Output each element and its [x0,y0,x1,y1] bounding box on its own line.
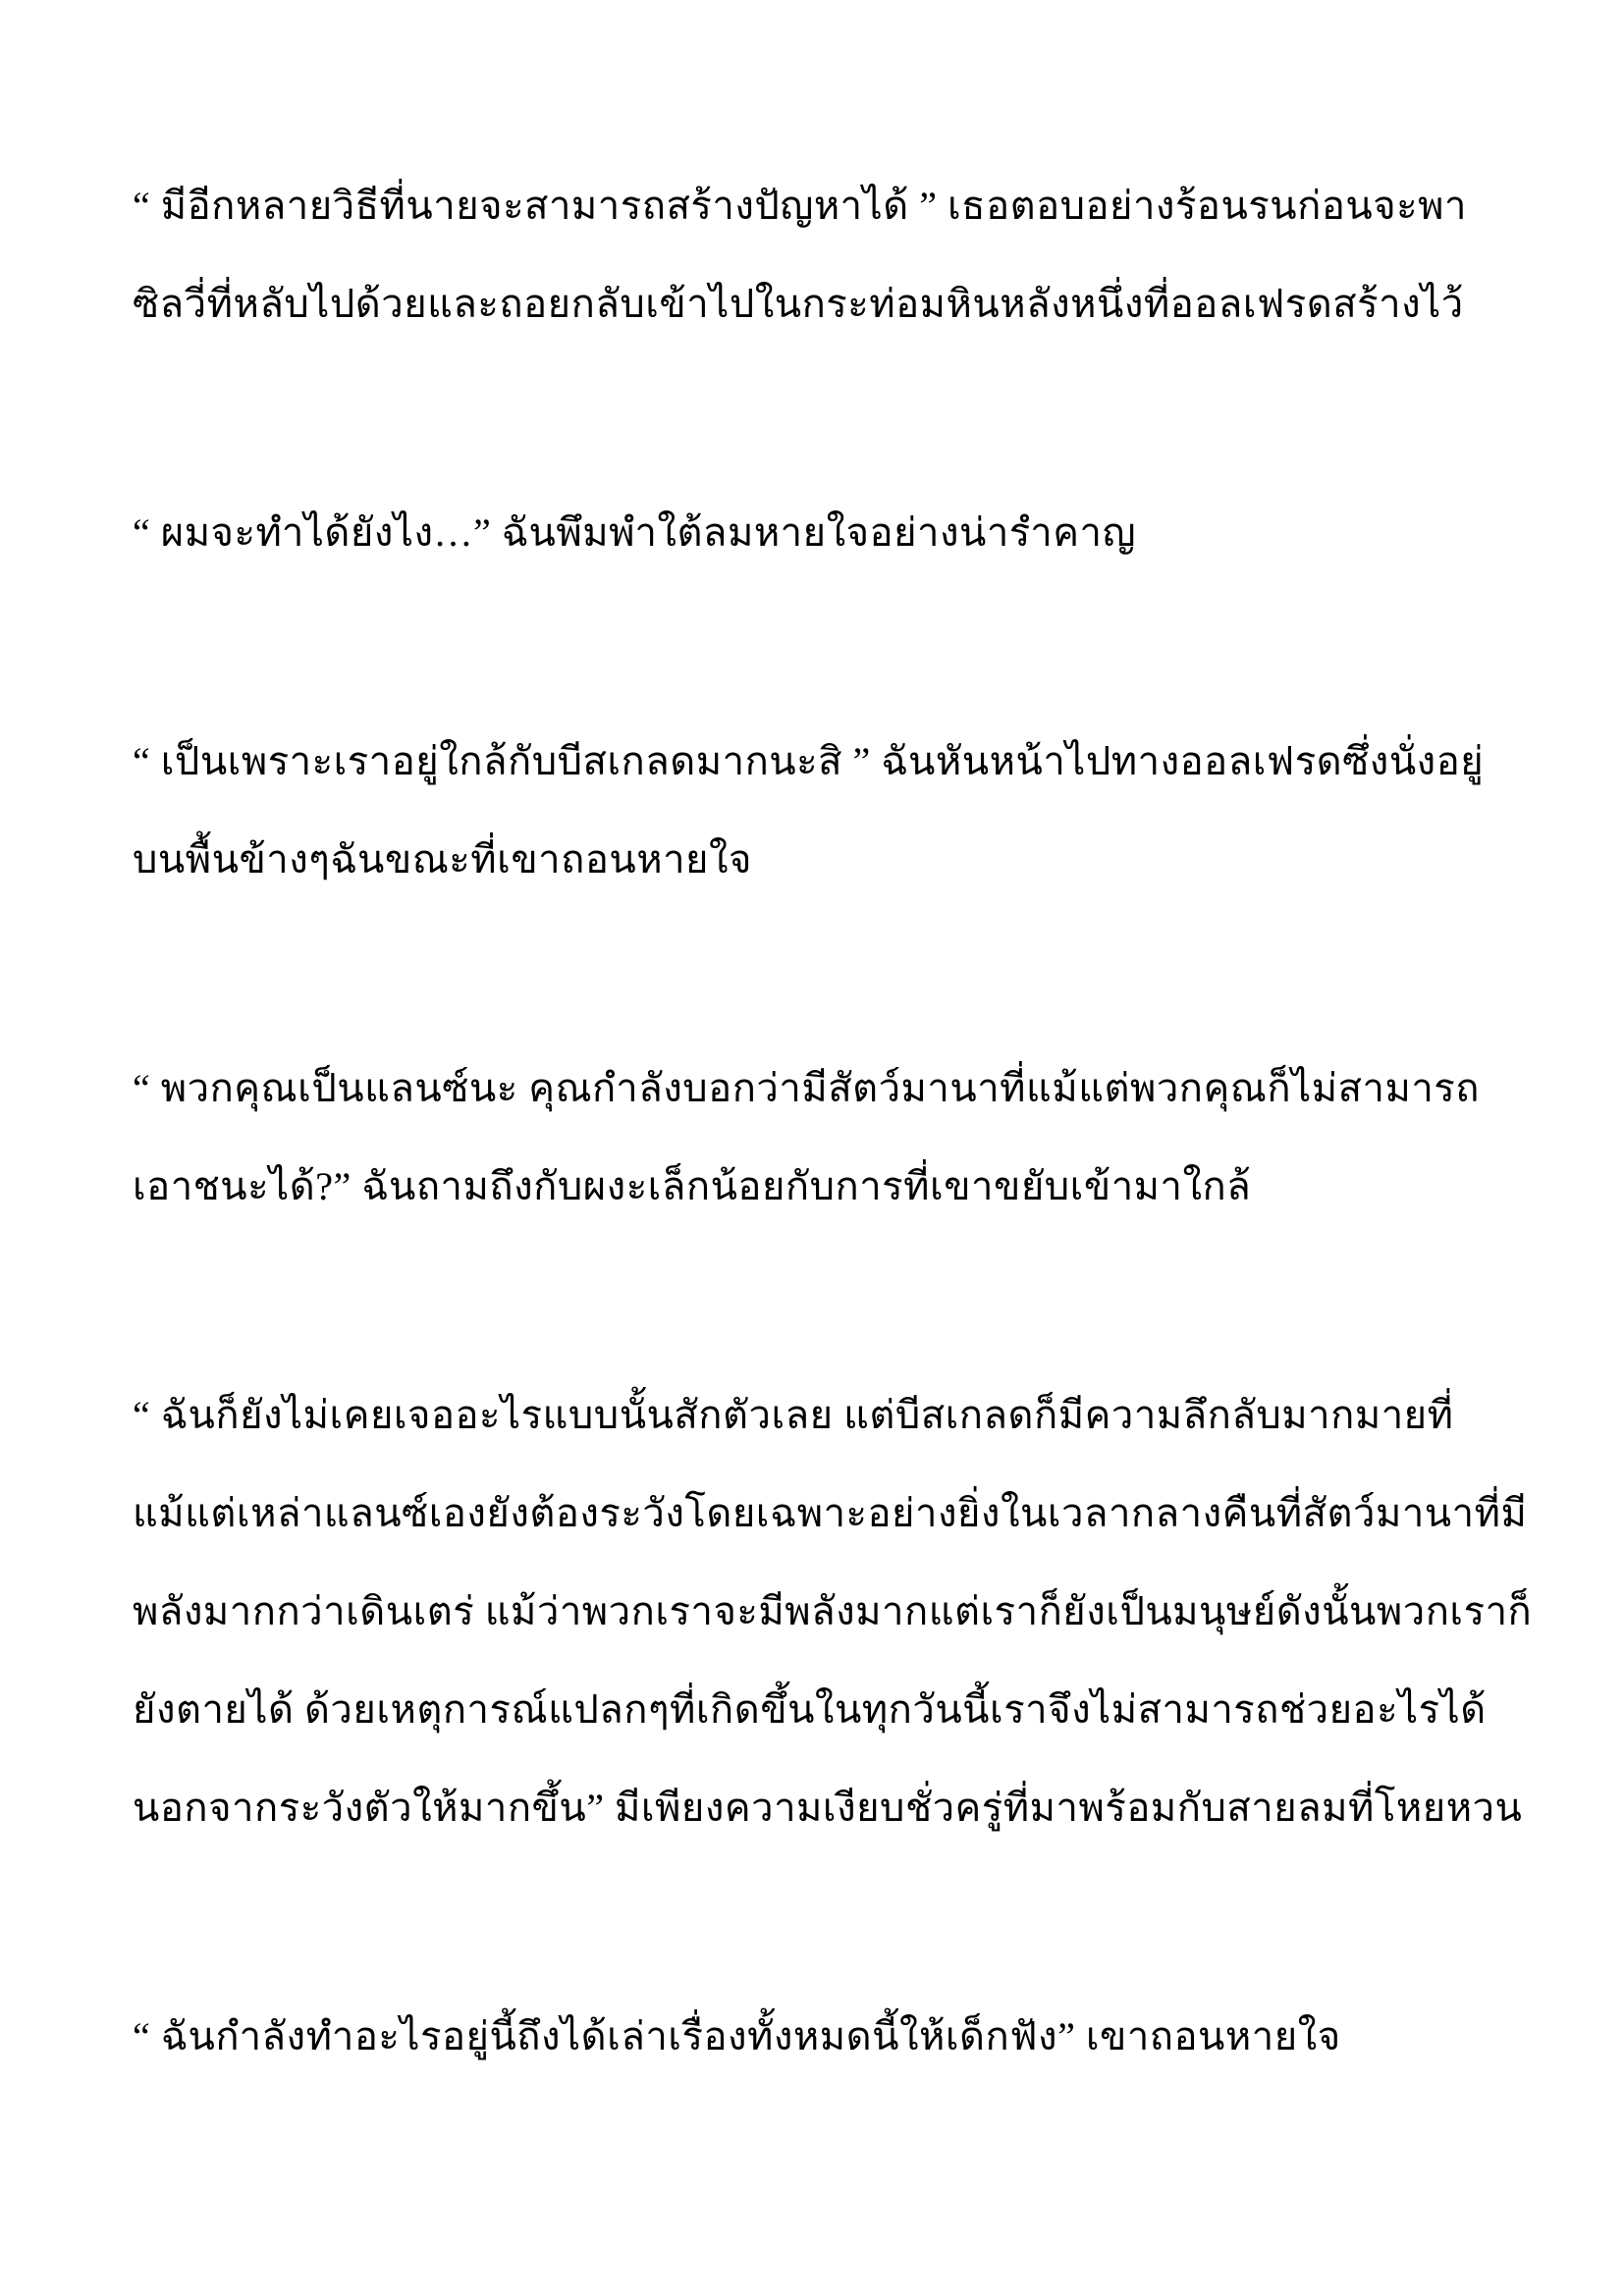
text-line: “ ฉันก็ยังไม่เคยเจออะไรแบบนั้นสักตัวเลย แต่บีสเกลดก็มีความลึกลับมากมายที่ [133,1393,1454,1437]
paragraph-1 [133,157,1506,353]
text-line: แม้แต่เหล่าแลนซ์เองยังต้องระวังโดยเฉพาะอย่างยิ่งในเวลากลางคืนที่สัตว์มานาที่มี [133,1491,1528,1535]
text-line: ยังตายได้ ด้วยเหตุการณ์แปลกๆที่เกิดขึ้นในทุกวันนี้เราจึงไม่สามารถช่วยอะไรได้ [133,1687,1487,1732]
text-line: นอกจากระวังตัวให้มากขึ้น” มีเพียงความเงียบชั่วครู่ที่มาพร้อมกับสายลมที่โหยหวน [133,1786,1523,1830]
text-line: “ ผมจะทำได้ยังไง…” ฉันพึมพำใต้ลมหายใจอย่างน่ารำคาญ [133,510,1137,555]
paragraph-4 [133,1040,1506,1236]
text-line: พลังมากกว่าเดินเตร่ แม้ว่าพวกเราจะมีพลังมากแต่เราก็ยังเป็นมนุษย์ดังนั้นพวกเราก็ [133,1589,1533,1633]
text-line: เอาชนะได้?” ฉันถามถึงกับผงะเล็กน้อยกับการที่เขาขยับเข้ามาใกล้ [133,1164,1252,1208]
text-line: บนพื้นข้างๆฉันขณะที่เขาถอนหายใจ [133,837,752,881]
paragraph-3 [133,713,1506,909]
text-line: ซิลวี่ที่หลับไปด้วยและถอยกลับเข้าไปในกระท่อมหินหลังหนึ่งที่ออลเฟรดสร้างไว้ [133,282,1464,326]
paragraph-5 [133,1366,1533,1857]
paragraph-2 [133,484,1506,582]
text-line: “ มีอีกหลายวิธีที่นายจะสามารถสร้างปัญหาได้ ” เธอตอบอย่างร้อนรนก่อนจะพา [133,184,1467,228]
text-line: “ เป็นเพราะเราอยู่ใกล้กับบีสเกลดมากนะสิ ” ฉันหันหน้าไปทางออลเฟรดซึ่งนั่งอยู่ [133,739,1485,783]
paragraph-6 [133,1988,1506,2086]
text-line: “ ฉันกำลังทำอะไรอยู่นี้ถึงได้เล่าเรื่องทั้งหมดนี้ให้เด็กฟัง” เขาถอนหายใจ [133,2014,1341,2058]
text-line: “ พวกคุณเป็นแลนซ์นะ คุณกำลังบอกว่ามีสัตว์มานาที่แม้แต่พวกคุณก็ไม่สามารถ [133,1066,1480,1110]
